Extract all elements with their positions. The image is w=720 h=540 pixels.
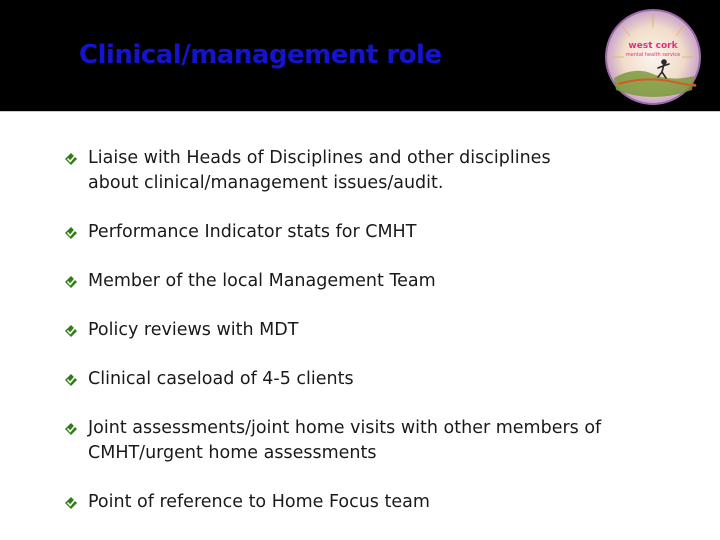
diamond-checkmark-icon: [64, 152, 78, 166]
diamond-checkmark-icon: [64, 226, 78, 240]
header-divider: [0, 111, 720, 112]
bullet-text: Member of the local Management Team: [88, 271, 436, 291]
list-item: [64, 146, 704, 196]
list-item: [64, 367, 704, 392]
slide-title: Clinical/management role: [79, 40, 442, 70]
diamond-checkmark-icon: [64, 373, 78, 387]
diamond-checkmark-icon: [64, 496, 78, 510]
title-bar: [0, 0, 720, 111]
list-item: [64, 490, 704, 515]
bullet-list: [64, 146, 704, 515]
bullet-text-line2: CMHT/urgent home assessments: [88, 443, 377, 463]
bullet-text-line1: Joint assessments/joint home visits with other members of: [88, 418, 602, 438]
bullet-text: Performance Indicator stats for CMHT: [88, 222, 417, 242]
list-item: [64, 318, 704, 343]
diamond-checkmark-icon: [64, 324, 78, 338]
list-item: [64, 220, 704, 245]
logo-text-line2: mental health service: [625, 52, 681, 58]
list-item: [64, 416, 704, 466]
logo-text-line1: west cork: [628, 41, 678, 51]
bullet-text-line1: Liaise with Heads of Disciplines and other disciplines: [88, 148, 551, 168]
bullet-text: Policy reviews with MDT: [88, 320, 299, 340]
diamond-checkmark-icon: [64, 422, 78, 436]
list-item: [64, 269, 704, 294]
bullet-text: Clinical caseload of 4-5 clients: [88, 369, 354, 389]
diamond-checkmark-icon: [64, 275, 78, 289]
bullet-text: Point of reference to Home Focus team: [88, 492, 430, 512]
bullet-text-line2: about clinical/management issues/audit.: [88, 173, 444, 193]
sunburst-figure-logo-icon: [604, 8, 702, 106]
